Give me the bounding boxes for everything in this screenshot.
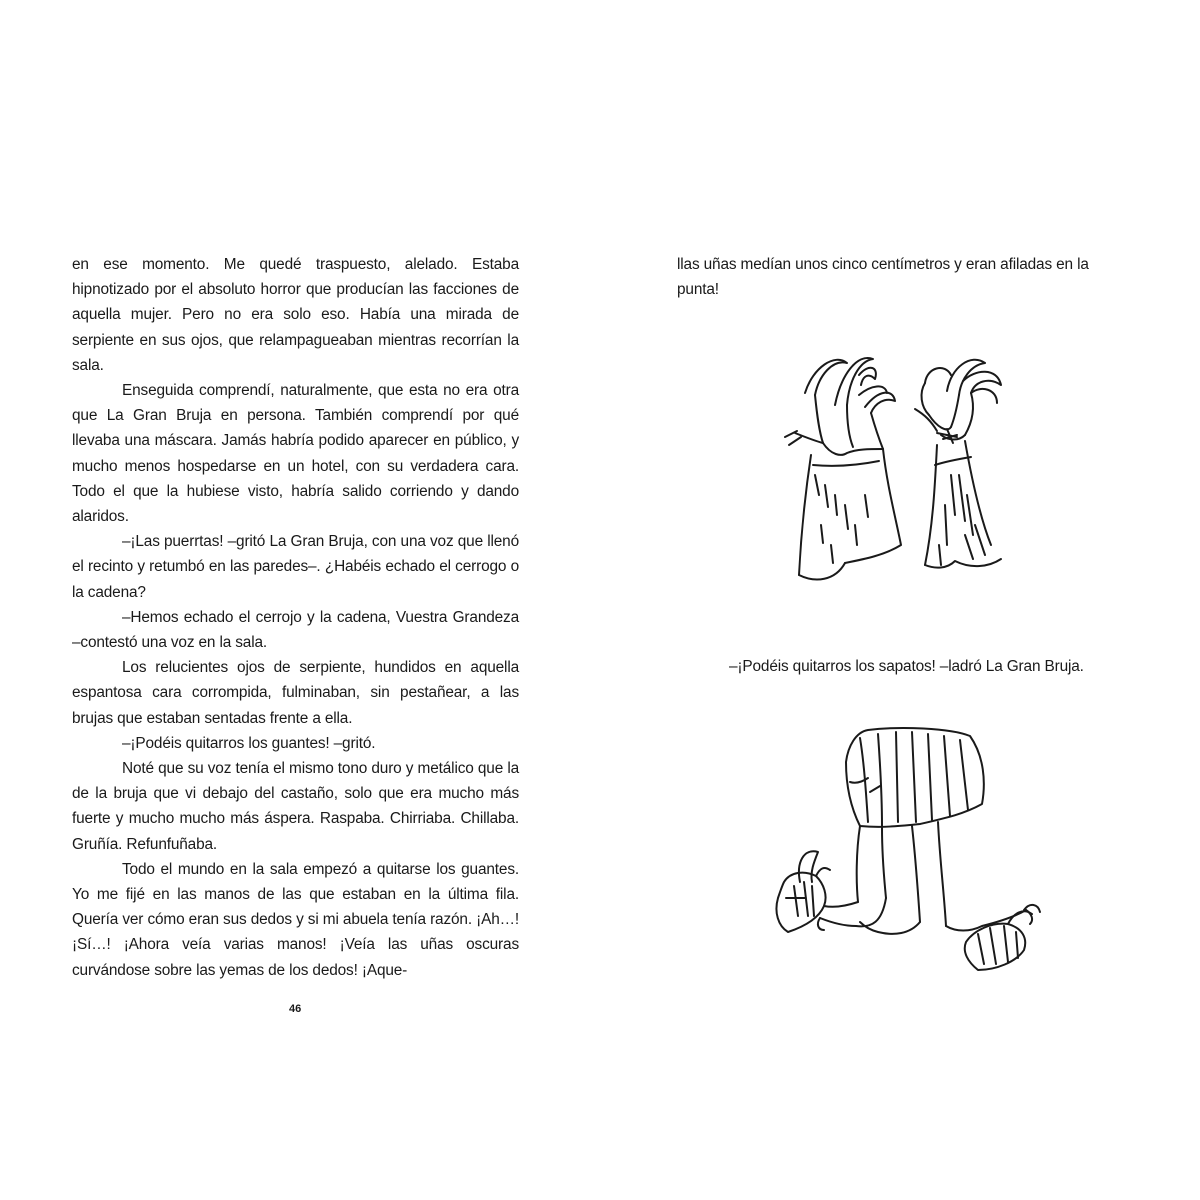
paragraph: –Hemos echado el cerrojo y la cadena, Vuestra Grandeza –contestó una voz en la sala. [72,608,519,652]
witch-hands-illustration [775,345,1035,600]
right-page-text [677,252,1131,302]
paragraph: Los relucientes ojos de serpiente, hundidos en aquella espantosa cara corrompida, fulminaban, sin pestañear, a las brujas que estaban sentadas frente a ella. [72,659,519,727]
paragraph: en ese momento. Me quedé traspuesto, alelado. Estaba hipnotizado por el absoluto horror que producían las facciones de aquella mujer. Pero no era solo eso. Había una mirada de serpiente en sus ojos, que relampagueaban mientras recorrían la sala. [72,256,519,374]
paragraph-continuation: llas uñas medían unos cinco centímetros y eran afiladas en la punta! [677,256,1089,299]
paragraph: Enseguida comprendí, naturalmente, que esta no era otra que La Gran Bruja en persona. También comprendí por qué llevaba una máscara. Jamás habría podido aparecer en público, y mucho menos hospedarse en un hotel, con su verdadera cara. Todo el que la hubiese visto, habría salido corriendo y dando alaridos. [72,382,519,526]
paragraph: Todo el mundo en la sala empezó a quitarse los guantes. Yo me fijé en las manos de las que estaban en la última fila. Quería ver cómo eran sus dedos y si mi abuela tenía razón. ¡Ah…! ¡Sí…! ¡Ahora veía varias manos! ¡Veía las uñas oscuras curvándose sobre las yemas de los dedos! ¡Aque- [72,860,519,979]
paragraph: –¡Las puerrtas! –gritó La Gran Bruja, con una voz que llenó el recinto y retumbó en las paredes–. ¿Habéis echado el cerrogo o la cadena? [72,533,519,601]
paragraph: Noté que su voz tenía el mismo tono duro y metálico que la de la bruja que vi debajo del castaño, solo que era mucho más fuerte y mucho mucho más áspera. Raspaba. Chirriaba. Chillaba. Gruñía. Refunfuñaba. [72,760,519,853]
page-number: 46 [289,1003,302,1015]
paragraph: –¡Podéis quitarros los guantes! –gritó. [122,734,376,752]
left-page-text [72,252,519,983]
dialogue-line: –¡Podéis quitarros los sapatos! –ladró La Gran Bruja. [729,658,1084,675]
witch-feet-illustration [760,722,1045,984]
